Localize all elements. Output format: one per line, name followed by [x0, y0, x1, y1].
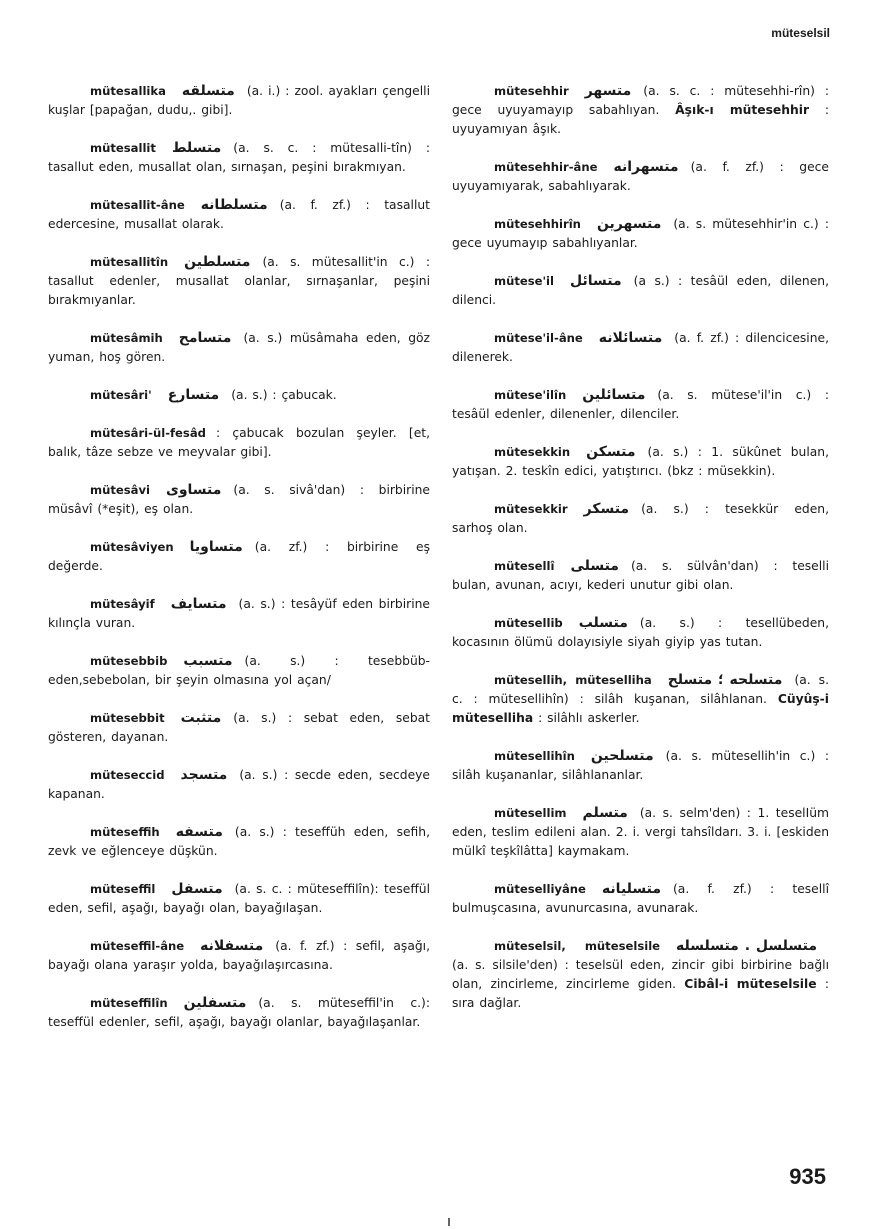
entry-arabic-script: متسامح — [178, 330, 232, 346]
dictionary-entry — [48, 652, 430, 690]
entry-arabic-script: متسهرين — [596, 216, 662, 232]
entry-headword: mütesâviyen — [90, 540, 174, 554]
entry-arabic-script: متسارع — [167, 387, 220, 403]
entry-definition: (a s.) : tesâül eden, dilenen, dilenci. — [452, 274, 829, 307]
dictionary-entry — [48, 709, 430, 747]
entry-definition: (a. f. zf.) : tasallut edercesine, musallat olarak. — [48, 198, 430, 231]
dictionary-entry — [48, 196, 430, 234]
dictionary-entry — [48, 937, 430, 975]
entry-lead — [452, 502, 578, 516]
dictionary-entry — [48, 424, 430, 462]
entry-definition: (a. s. silsile'den) : teselsül eden, zincir gibi birbirine bağlı olan, zincirleme, zincirleme giden. — [452, 958, 829, 991]
entry-definition: (a. s. mütesehhir'in c.) : gece uyumayıp sabahlıyanlar. — [452, 217, 829, 250]
entry-lead — [452, 806, 577, 820]
entry-lead — [48, 654, 177, 668]
entry-arabic-script: متسكن — [586, 444, 636, 460]
entry-lead — [452, 445, 580, 459]
dictionary-entry — [452, 937, 829, 1013]
entry-arabic-script: متسلقه — [181, 83, 235, 99]
entry-headword: mütesellim — [494, 806, 567, 820]
dictionary-entry — [452, 747, 829, 785]
running-head: müteselsil — [771, 26, 830, 40]
entry-definition: (a. s. c. : mütesellihîn) : silâh kuşanan, silâhlanan. — [452, 673, 829, 706]
entry-headword: müteseffih — [90, 825, 160, 839]
entry-definition: (a. s.) : teseffüh eden, sefih, zevk ve eğlenceye düşkün. — [48, 825, 430, 858]
entry-phrase-definition: : sıra dağlar. — [452, 977, 829, 1010]
entry-definition: (a. s. mütese'il'in c.) : tesâül edenler, dilenenler, dilenciler. — [452, 388, 829, 421]
entry-headword: müteseffil-âne — [90, 939, 185, 953]
entry-definition: (a. f. zf.) : tesellî bulmuşcasına, avunurcasına, avunarak. — [452, 882, 829, 915]
entry-headword: mütesallitîn — [90, 255, 169, 269]
entry-lead — [452, 217, 591, 231]
entry-definition: : çabucak bozulan şeyler. [et, balık, tâze sebze ve meyvalar gibi]. — [48, 426, 430, 459]
entry-definition: (a. s.) : secde eden, secdeye kapanan. — [48, 768, 430, 801]
dictionary-entry — [48, 139, 430, 177]
entry-lead — [452, 749, 585, 763]
entry-headword: mütesâri' — [90, 388, 152, 402]
entry-arabic-script: متسجد — [180, 767, 228, 783]
entry-headword: müteseffil — [90, 882, 156, 896]
entry-arabic-script: متسلحين — [590, 748, 654, 764]
entry-arabic-script: متسفلين — [183, 995, 247, 1011]
entry-definition: (a. s. c. : müteseffilîn): teseffül eden, sefil, aşağı, bayağı olan, bayağılaşan. — [48, 882, 430, 915]
entry-headword: mütesehhirîn — [494, 217, 581, 231]
entry-headword: mütesebbib — [90, 654, 168, 668]
entry-definition: (a. s. mütesallit'in c.) : tasallut edenler, musallat olanlar, sırnaşanlar, peşini bırakmıyanlar. — [48, 255, 430, 307]
entry-arabic-script: متسكر — [583, 501, 630, 517]
entry-lead — [452, 84, 579, 98]
entry-lead — [48, 141, 166, 155]
entry-headword: mütesellib — [494, 616, 563, 630]
entry-arabic-script: متساويا — [189, 539, 243, 555]
page-number: 935 — [789, 1164, 826, 1189]
entry-lead — [452, 882, 596, 896]
dictionary-entry — [452, 614, 829, 652]
entry-lead — [452, 160, 607, 174]
entry-arabic-script: متسبب — [183, 653, 233, 669]
dictionary-entry — [48, 595, 430, 633]
dictionary-entry — [452, 880, 829, 918]
entry-arabic-script: متسفل — [171, 881, 223, 897]
dictionary-entry — [48, 538, 430, 576]
entry-lead — [48, 996, 178, 1010]
entry-headword: müteseffilîn — [90, 996, 168, 1010]
entry-arabic-script: متسلطانه — [200, 197, 268, 213]
dictionary-entry — [48, 329, 430, 367]
entry-lead — [48, 882, 165, 896]
entry-arabic-script: متسلطين — [184, 254, 251, 270]
entry-headword: mütesallika — [90, 84, 166, 98]
entry-lead — [452, 673, 662, 687]
entry-headword: mütesellihîn — [494, 749, 575, 763]
entry-headword: mütesâvi — [90, 483, 150, 497]
entry-lead — [452, 274, 564, 288]
entry-lead — [48, 825, 170, 839]
entry-arabic-script: متثبت — [180, 710, 222, 726]
entry-lead — [48, 483, 160, 497]
entry-lead — [452, 559, 564, 573]
entry-definition: (a. zf.) : birbirine eş değerde. — [48, 540, 430, 573]
entry-lead — [452, 331, 593, 345]
entry-definition: (a. s. c. : mütesalli-tîn) : tasallut eden, musallat olan, sırnaşan, peşini bırakmıyan. — [48, 141, 430, 174]
entry-arabic-script: متسلط — [171, 140, 222, 156]
entry-arabic-script: متسلب — [578, 615, 628, 631]
entry-headword: mütesâmih — [90, 331, 163, 345]
entry-headword: mütesâri-ül-fesâd — [90, 426, 206, 440]
entry-arabic-script: متسهر — [584, 83, 632, 99]
entry-arabic-script: متسلى — [570, 558, 619, 574]
right-column — [452, 82, 829, 1032]
entry-headword: mütesekkir — [494, 502, 568, 516]
entry-arabic-script: متسلم — [582, 805, 628, 821]
entry-headword: mütese'il — [494, 274, 555, 288]
dictionary-entry — [452, 557, 829, 595]
entry-definition: (a. f. zf.) : sefil, aşağı, bayağı olana yaraşır yolda, bayağılaşırcasına. — [48, 939, 430, 972]
entry-lead — [48, 540, 184, 554]
entry-phrase-definition: : silâhlı askerler. — [538, 711, 640, 725]
entry-arabic-script: متسائلانه — [598, 330, 663, 346]
entry-definition: (a. f. zf.) : dilencicesine, dilenerek. — [452, 331, 829, 364]
entry-arabic-script: متسليانه — [601, 881, 661, 897]
entry-arabic-script: متسهرانه — [613, 159, 679, 175]
dictionary-entry — [48, 386, 430, 405]
entry-arabic-script: متسلحه ؛ متسلح — [667, 672, 783, 688]
left-column — [48, 82, 430, 1051]
entry-definition: (a. s. mütesellih'in c.) : silâh kuşananlar, silâhlananlar. — [452, 749, 829, 782]
entry-definition: (a. s.) : çabucak. — [231, 388, 337, 402]
entry-lead — [452, 616, 573, 630]
dictionary-entry — [452, 671, 829, 728]
dictionary-entry — [452, 329, 829, 367]
entry-lead — [48, 768, 175, 782]
entry-headword: müteselliyâne — [494, 882, 586, 896]
entry-lead — [48, 939, 194, 953]
entry-phrase: Âşık-ı mütesehhir — [675, 103, 810, 117]
entry-lead — [48, 255, 178, 269]
entry-headword: mütesallit-âne — [90, 198, 185, 212]
dictionary-entry — [48, 481, 430, 519]
dictionary-entry — [452, 215, 829, 253]
entry-arabic-script: متسائل — [570, 273, 622, 289]
entry-lead — [48, 597, 165, 611]
entry-arabic-script: متسلسل . متسلسله — [676, 938, 817, 954]
entry-arabic-script: متسفه — [175, 824, 223, 840]
entry-definition: (a. i.) : zool. ayakları çengelli kuşlar [papağan, dudu,. gibi]. — [48, 84, 430, 117]
entry-definition: (a. f. zf.) : gece uyuyamıyarak, sabahlıyarak. — [452, 160, 829, 193]
dictionary-entry — [48, 766, 430, 804]
entry-phrase: Cibâl-i müteselsile — [684, 977, 817, 991]
entry-lead — [48, 388, 162, 402]
entry-lead — [48, 426, 216, 440]
dictionary-entry — [452, 82, 829, 139]
dictionary-entry — [48, 994, 430, 1032]
entry-phrase-definition: : uyuyamıyan âşık. — [452, 103, 829, 136]
entry-headword: mütesellî — [494, 559, 555, 573]
entry-definition: (a. s.) : sebat eden, sebat gösteren, dayanan. — [48, 711, 430, 744]
entry-lead — [48, 84, 176, 98]
entry-definition: (a. s.) : tesellübeden, kocasının ölümü dolayısiyle siyah giyip yas tutan. — [452, 616, 829, 649]
dictionary-entry — [452, 386, 829, 424]
entry-headword: mütesekkin — [494, 445, 571, 459]
entry-headword: mütesallit — [90, 141, 156, 155]
entry-definition: (a. s. sivâ'dan) : birbirine müsâvî (*eşit), eş olan. — [48, 483, 430, 516]
entry-definition: (a. s.) : tesebbüb-eden,sebebolan, bir şeyin olmasına yol açan/ — [48, 654, 430, 687]
entry-headword: mütesehhir-âne — [494, 160, 598, 174]
page-mark — [448, 1218, 450, 1226]
entry-lead — [48, 711, 175, 725]
dictionary-entry — [48, 82, 430, 120]
entry-definition: (a. s. sülvân'dan) : teselli bulan, avunan, acıyı, kederi unutur gibi olan. — [452, 559, 829, 592]
dictionary-entry — [452, 272, 829, 310]
entry-arabic-script: متسايف — [170, 596, 227, 612]
entry-headword: mütese'ilîn — [494, 388, 567, 402]
entry-definition: (a. s. müteseffil'in c.): teseffül edenler, sefil, aşağı, bayağı olanlar, bayağılaşanlar. — [48, 996, 430, 1029]
entry-arabic-script: متسائلين — [582, 387, 646, 403]
entry-phrase: Cüyûş-i müteselliha — [452, 692, 829, 725]
entry-definition: (a. s. selm'den) : 1. teselIüm eden, teslim edileni alan. 2. i. vergi tahsîldarı. 3. i. [eskiden mülkî teşkîlâtta] kaymakam. — [452, 806, 829, 858]
dictionary-entry — [452, 158, 829, 196]
entry-definition: (a. s.) : tesâyüf eden birbirine kılınçla vuran. — [48, 597, 430, 630]
dictionary-entry — [48, 880, 430, 918]
entry-definition: (a. s. c. : mütesehhi-rîn) : gece uyuyamayıp sabahlıyan. — [452, 84, 829, 117]
dictionary-entry — [452, 443, 829, 481]
entry-arabic-script: متسفلانه — [200, 938, 264, 954]
entry-headword: mütesehhir — [494, 84, 569, 98]
entry-lead — [48, 331, 173, 345]
entry-headword: mütesebbit — [90, 711, 165, 725]
entry-lead — [452, 388, 576, 402]
dictionary-entry — [452, 500, 829, 538]
entry-definition: (a. s.) : 1. sükûnet bulan, yatışan. 2. teskîn edici, yatıştırıcı. (bkz : müsekkin). — [452, 445, 829, 478]
entry-headword: mütese'il-âne — [494, 331, 583, 345]
dictionary-entry — [48, 253, 430, 310]
entry-headword: müteselsil, müteselsile — [494, 939, 661, 953]
entry-definition: (a. s.) müsâmaha eden, göz yuman, hoş gören. — [48, 331, 430, 364]
entry-headword: müteseccid — [90, 768, 165, 782]
dictionary-entry — [48, 823, 430, 861]
entry-definition: (a. s.) : tesekkür eden, sarhoş olan. — [452, 502, 829, 535]
dictionary-entry — [452, 804, 829, 861]
entry-arabic-script: متساوى — [166, 482, 222, 498]
entry-lead — [48, 198, 195, 212]
entry-headword: mütesâyif — [90, 597, 155, 611]
entry-headword: mütesellih, müteselliha — [494, 673, 652, 687]
entry-lead — [452, 939, 670, 953]
